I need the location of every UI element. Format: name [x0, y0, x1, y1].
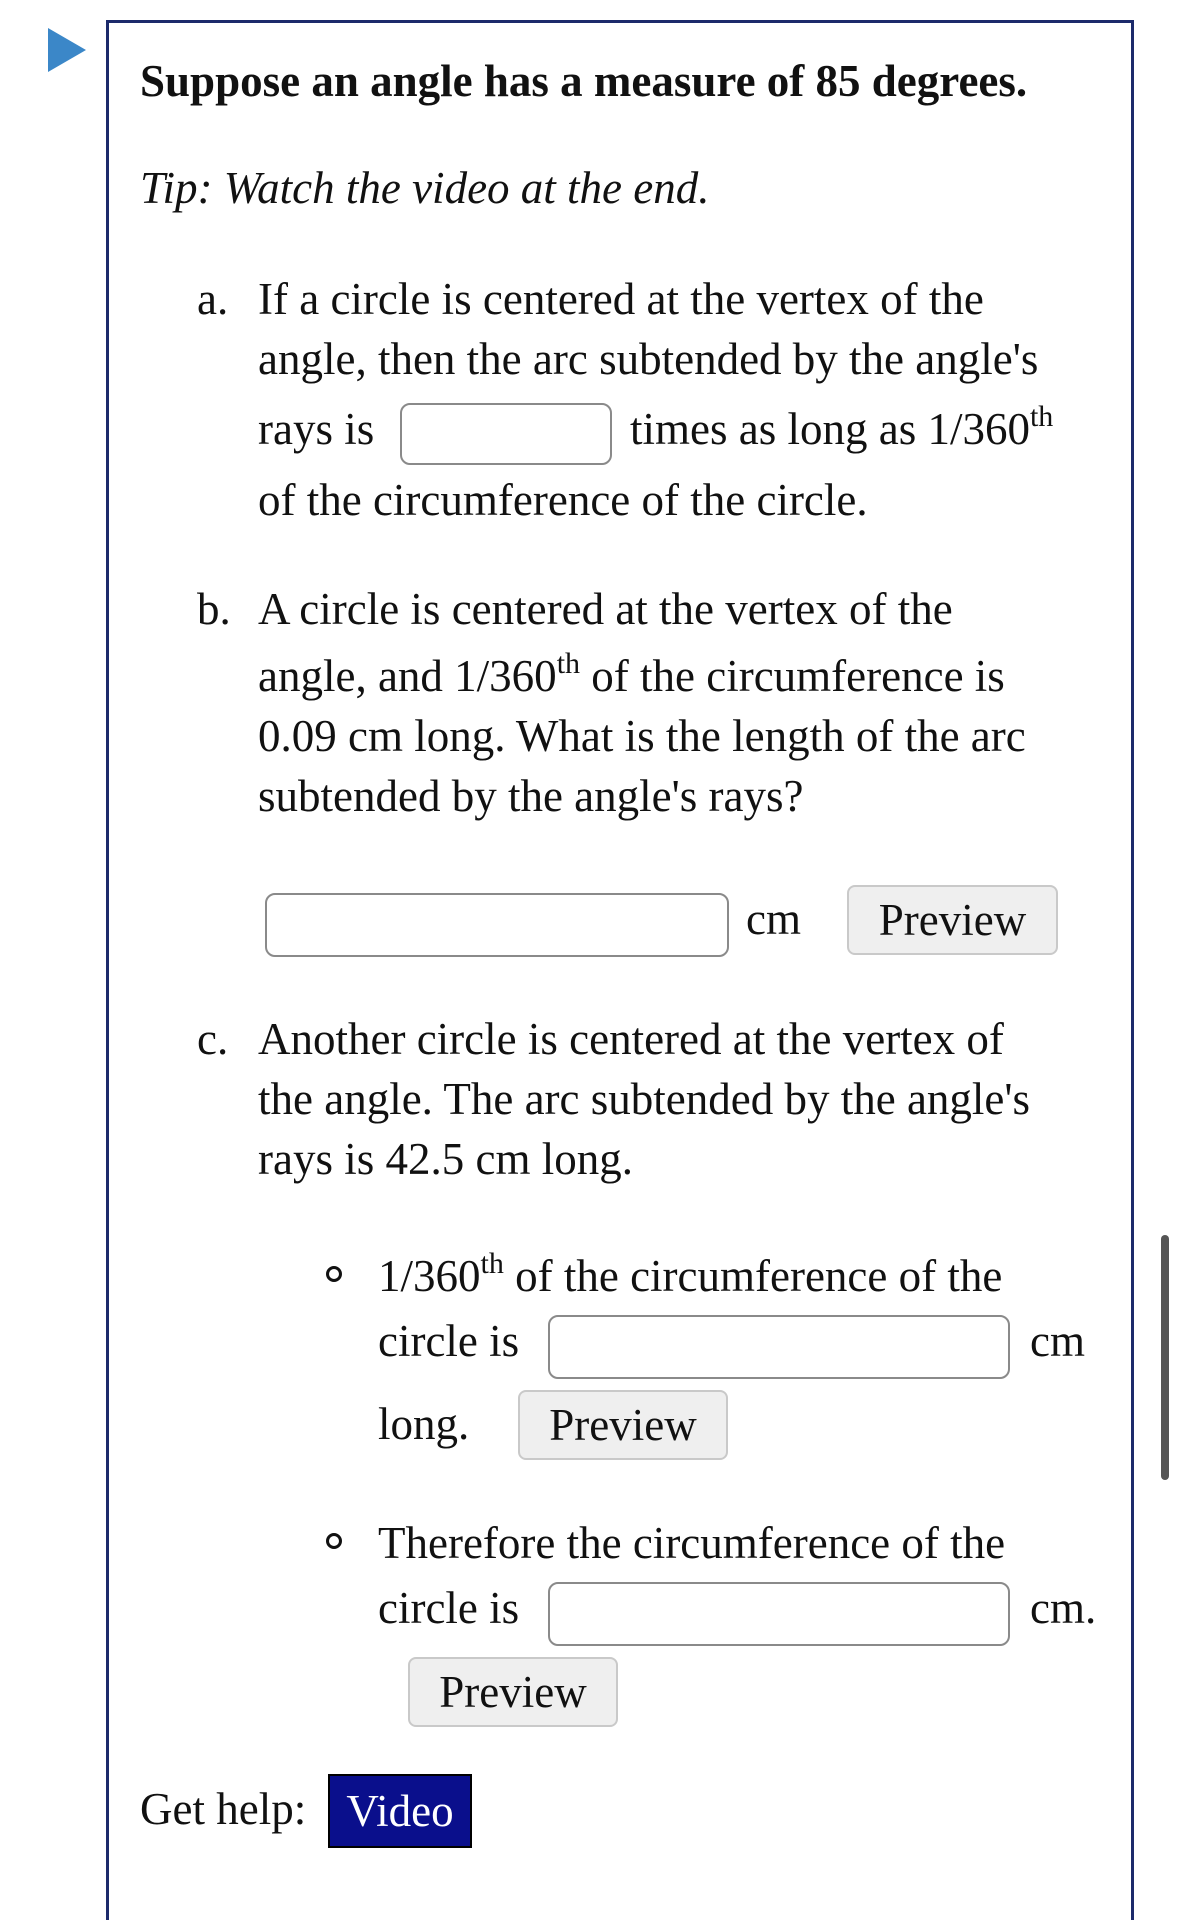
part-c-item1-line3: long. — [378, 1399, 470, 1449]
part-c-item2-unit: cm. — [1030, 1583, 1097, 1633]
part-b-answer-input[interactable] — [265, 893, 729, 957]
part-c-line2: the angle. The arc subtended by the angle's — [258, 1074, 1031, 1124]
part-b-marker: b. — [197, 584, 231, 634]
bullet-icon — [326, 1533, 342, 1549]
part-a-line2: angle, then the arc subtended by the angle's — [258, 334, 1039, 384]
part-a-answer-input[interactable] — [400, 403, 612, 465]
part-a-superscript: th — [1029, 400, 1054, 433]
part-b-line4: subtended by the angle's rays? — [258, 771, 804, 821]
part-c-item1-line2: circle is — [378, 1316, 520, 1366]
part-c-item1-before: 1/360 — [378, 1251, 481, 1301]
part-a-line1: If a circle is centered at the vertex of the — [258, 274, 984, 324]
part-b-line2-before: angle, and 1/360 — [258, 651, 557, 701]
part-a-marker: a. — [197, 274, 229, 324]
part-b-unit: cm — [746, 894, 801, 944]
question-title: Suppose an angle has a measure of 85 degrees. — [140, 56, 1028, 106]
question-tip: Tip: Watch the video at the end. — [140, 163, 710, 213]
part-c-item1-answer-input[interactable] — [548, 1315, 1010, 1379]
part-b-superscript: th — [556, 647, 581, 680]
part-a-line3-after-text: times as long as 1/360 — [630, 404, 1030, 454]
part-a-line3-before: rays is — [258, 404, 375, 454]
part-b-preview-button[interactable]: Preview — [847, 885, 1058, 955]
part-c-marker: c. — [197, 1014, 229, 1064]
get-help-label: Get help: — [140, 1784, 307, 1834]
part-c-item1-preview-button[interactable]: Preview — [518, 1390, 728, 1460]
part-c-item1-after: of the circumference of the — [503, 1251, 1003, 1301]
part-c-line3: rays is 42.5 cm long. — [258, 1134, 633, 1184]
bullet-icon — [326, 1266, 342, 1282]
part-b-line3: 0.09 cm long. What is the length of the arc — [258, 711, 1026, 761]
scrollbar[interactable] — [1161, 1235, 1169, 1480]
part-c-line1: Another circle is centered at the vertex of — [258, 1014, 1004, 1064]
part-b-line1: A circle is centered at the vertex of the — [258, 584, 953, 634]
collapse-toggle-icon[interactable] — [48, 28, 86, 72]
video-help-button[interactable]: Video — [328, 1774, 472, 1848]
part-c-item1-superscript: th — [480, 1247, 504, 1280]
part-a-line3-after — [630, 400, 1054, 455]
part-c-item2-answer-input[interactable] — [548, 1582, 1010, 1646]
part-b-line2 — [258, 647, 1005, 702]
part-c-item2-line1: Therefore the circumference of the — [378, 1518, 1006, 1568]
part-c-item2-line2: circle is — [378, 1583, 520, 1633]
part-b-line2-after: of the circumference is — [580, 651, 1005, 701]
part-a-line4: of the circumference of the circle. — [258, 475, 868, 525]
part-c-item1-line1 — [378, 1247, 1003, 1302]
part-c-item1-unit: cm — [1030, 1316, 1085, 1366]
part-c-item2-preview-button[interactable]: Preview — [408, 1657, 618, 1727]
